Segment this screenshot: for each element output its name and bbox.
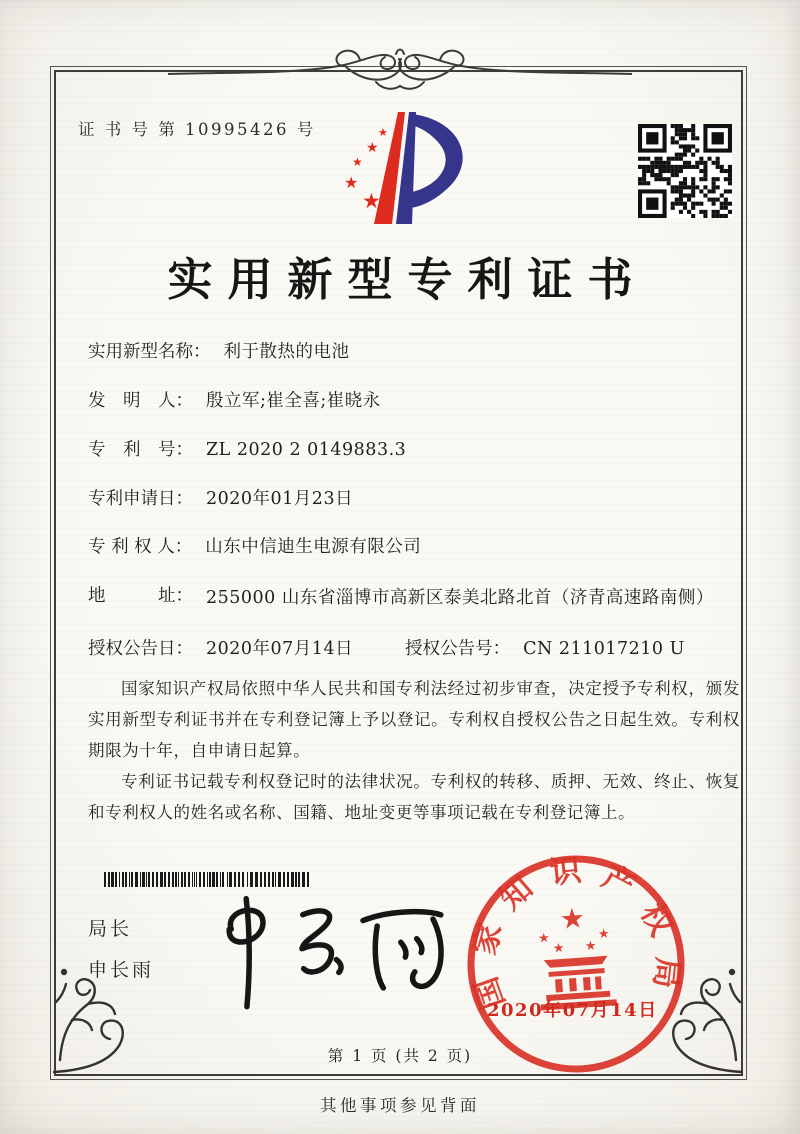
qr-code xyxy=(638,124,732,218)
signer-block xyxy=(88,914,154,982)
field-label: 地 址： xyxy=(88,586,193,607)
legal-paragraph-1: 国家知识产权局依照中华人民共和国专利法经过初步审查，决定授予专利权，颁发实用新型专利证书并在专利登记簿上予以登记。专利权自授权公告之日起生效。专利权期限为十年，自申请日起算。 xyxy=(88,679,740,761)
field-value: ZL 2020 2 0149883.3 xyxy=(206,439,407,460)
grant-date-value: 2020年07月14日 xyxy=(206,638,354,659)
svg-text:★: ★ xyxy=(362,189,381,213)
field-value: 山东中信迪生电源有限公司 xyxy=(205,537,422,558)
cnipa-logo-icon xyxy=(322,104,478,238)
svg-text:★: ★ xyxy=(558,901,587,936)
svg-text:★: ★ xyxy=(597,926,611,943)
top-flourish-ornament xyxy=(168,42,632,104)
back-note: 其他事项参见背面 xyxy=(320,1096,480,1115)
field-utility-model-name xyxy=(88,340,740,365)
svg-text:★: ★ xyxy=(537,930,551,947)
svg-text:★: ★ xyxy=(552,940,566,957)
grant-no-value: CN 211017210 U xyxy=(523,638,685,659)
field-value: 殷立军;崔全喜;崔晓永 xyxy=(206,390,381,411)
svg-text:★: ★ xyxy=(366,140,379,156)
svg-text:★: ★ xyxy=(584,938,597,955)
signer-title: 局长 xyxy=(88,918,133,940)
field-value: 2020年01月23日 xyxy=(206,488,354,509)
grant-date-label: 授权公告日： xyxy=(88,638,193,659)
field-inventors xyxy=(88,389,740,414)
seal-date: 2020年07月14日 xyxy=(487,1000,658,1021)
field-grant-row xyxy=(88,637,740,662)
grant-no-label: 授权公告号： xyxy=(405,638,511,659)
legal-text xyxy=(88,673,740,828)
field-label: 专利申请日： xyxy=(88,488,193,509)
seal-text: 国家知识产权局 xyxy=(466,852,686,1014)
field-label: 发 明 人： xyxy=(88,390,193,411)
page-number: 第 1 页 (共 2 页) xyxy=(327,1047,473,1065)
field-patent-number xyxy=(88,438,740,463)
certificate-title: 实用新型专利证书 xyxy=(167,253,648,306)
field-value: 利于散热的电池 xyxy=(223,342,350,362)
field-application-date xyxy=(88,487,740,512)
certificate-content xyxy=(88,340,740,828)
field-label: 专 利 权 人： xyxy=(88,537,193,558)
svg-text:★: ★ xyxy=(352,155,363,169)
field-label: 实用新型名称： xyxy=(88,342,211,362)
legal-paragraph-2: 专利证书记载专利权登记时的法律状况。专利权的转移、质押、无效、终止、恢复和专利权人的姓名或名称、国籍、地址变更等事项记载在专利登记簿上。 xyxy=(88,772,740,823)
field-value: 255000 山东省淄博市高新区泰美北路北首（济青高速路南侧） xyxy=(206,588,714,609)
svg-text:★: ★ xyxy=(378,126,388,139)
director-signature xyxy=(196,886,450,1015)
certificate-number: 证 书 号 第 10995426 号 xyxy=(78,120,316,139)
field-label: 专 利 号： xyxy=(88,439,193,460)
svg-text:★: ★ xyxy=(344,173,359,192)
field-patentee xyxy=(88,535,740,560)
field-address xyxy=(88,584,740,612)
signer-name: 申长雨 xyxy=(88,959,155,981)
barcode xyxy=(104,872,310,887)
